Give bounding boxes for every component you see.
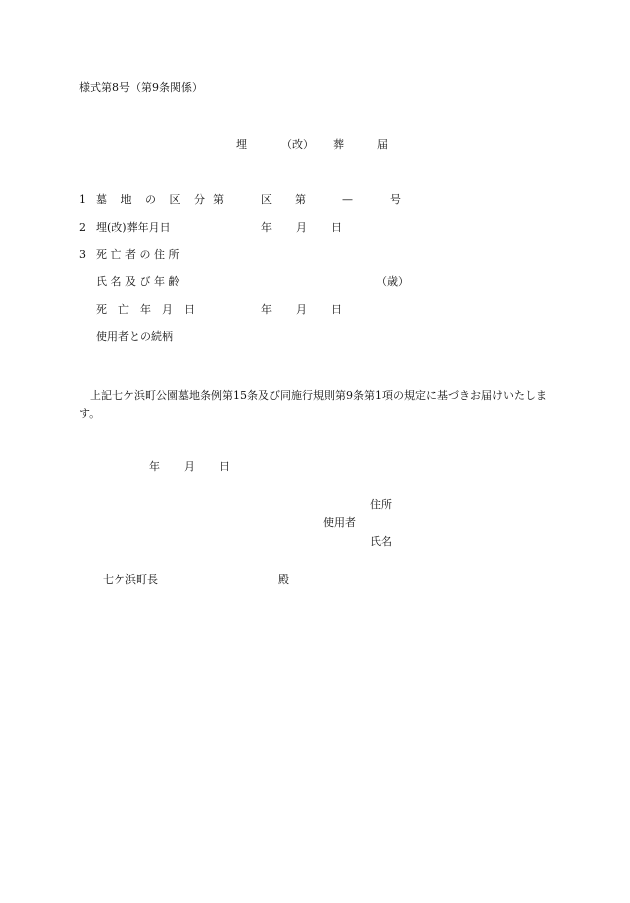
item-1-dai1: 第 [213,193,224,206]
form-id: 様式第8号（第9条関係） [79,81,203,94]
title-char-3: 葬 [333,138,344,151]
name-age-label: 氏 名 及 び 年 齢 [96,275,180,288]
item-2-number: 2 [79,221,86,234]
item-1-go: 号 [390,193,401,206]
item-1-dai2: 第 [295,193,306,206]
form-title [0,139,630,153]
death-date-label: 死 亡 年 月 日 [96,303,195,316]
relationship-label: 使用者との続柄 [96,330,173,343]
addressee-honorific: 殿 [278,573,289,586]
title-char-4: 届 [377,138,388,151]
addressee-mayor: 七ケ浜町長 [103,573,158,586]
title-char-1: 埋 [236,138,247,151]
item-1-label: 墓 地 の 区 分 [96,193,210,206]
applicant-address-label: 住所 [370,498,392,511]
applicant-heading: 使用者 [323,516,356,529]
item-2-month: 月 [296,221,307,234]
item-3-label: 死 亡 者 の 住 所 [96,248,180,261]
applicant-name-label: 氏名 [370,535,392,548]
title-char-2: （改） [281,138,314,151]
item-2-year: 年 [261,221,272,234]
submission-day: 日 [219,460,230,473]
death-date-year: 年 [261,303,272,316]
age-unit: （歳） [376,275,409,288]
item-3-number: 3 [79,248,86,261]
death-date-month: 月 [296,303,307,316]
item-1-ku: 区 [261,193,272,206]
item-2-label: 埋(改)葬年月日 [96,221,171,234]
item-1-number: 1 [79,193,86,206]
death-date-day: 日 [331,303,342,316]
statement-paragraph: 上記七ケ浜町公園墓地条例第15条及び同施行規則第9条第1項の規定に基づきお届けいたします。 [79,389,547,420]
item-2-day: 日 [331,221,342,234]
submission-month: 月 [184,460,195,473]
item-1-dash: — [342,193,353,206]
submission-year: 年 [149,460,160,473]
